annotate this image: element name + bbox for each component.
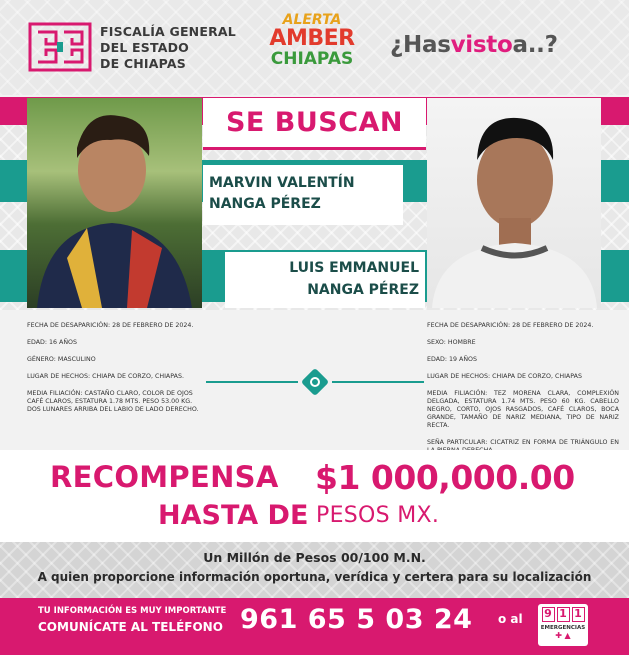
amber-line3: CHIAPAS [270, 49, 354, 69]
agency-line: DEL ESTADO [100, 40, 190, 55]
campaign-slogan [390, 32, 558, 58]
agency-line: DE CHIAPAS [100, 56, 186, 71]
slogan-prefix: ¿Has [390, 32, 451, 58]
person-2-first-name: LUIS EMMANUEL [289, 260, 419, 276]
agency-name [100, 24, 236, 72]
emergency-label: EMERGENCIAS [540, 625, 586, 631]
amber-line1: ALERTA [282, 12, 342, 28]
person-1-first-name: MARVIN VALENTÍN [209, 175, 355, 191]
detail-item: LUGAR DE HECHOS: CHIAPA DE CORZO, CHIAPAS. [27, 373, 184, 380]
footer-label-line2: COMUNÍCATE AL TELÉFONO [38, 620, 223, 634]
divider-line [206, 381, 298, 383]
person-2-details [427, 322, 619, 464]
detail-item: GÉNERO: MASCULINO [27, 356, 96, 363]
reward-currency: PESOS MX. [316, 503, 440, 528]
person-2-last-name: NANGA PÉREZ [307, 282, 419, 298]
diamond-icon [301, 368, 329, 396]
photo-person-1 [27, 98, 202, 308]
contact-phone[interactable]: 961 65 5 03 24 [240, 604, 473, 635]
alerta-amber-logo [266, 12, 358, 84]
detail-item: EDAD: 19 AÑOS [427, 356, 477, 363]
person-1-details [27, 322, 207, 423]
detail-item: LUGAR DE HECHOS: CHIAPA DE CORZO, CHIAPAS [427, 373, 582, 380]
emergency-911-badge[interactable] [538, 604, 588, 646]
person-1-name [203, 165, 403, 225]
detail-item: SEXO: HOMBRE [427, 339, 476, 346]
headline-title: SE BUSCAN [225, 107, 404, 138]
detail-item: FECHA DE DESAPARICIÓN: 28 DE FEBRERO DE 2024. [27, 322, 194, 329]
reward-label-line2: HASTA DE [158, 500, 309, 531]
person-1-last-name: NANGA PÉREZ [209, 196, 321, 212]
headline-box [203, 98, 426, 150]
reward-text-line1: Un Millón de Pesos 00/100 M.N. [203, 550, 426, 565]
detail-item: MEDIA FILIACIÓN: TEZ MORENA CLARA, COMPLEXIÓN DELGADA, ESTATURA 1.74 MTS. PESO 60 KG. CABELLO NEGRO, CORTO, OJOS RASGADOS, CAFÉ CLAROS, BOCA GRANDE, TAMAÑO DE NARIZ MEDIANA, TIPO DE NARIZ RECTA. [427, 390, 619, 429]
divider-line [332, 381, 424, 383]
detail-item: EDAD: 16 AÑOS [27, 339, 77, 346]
emergency-services-icon: ✚ ▲ [555, 631, 571, 640]
center-divider [206, 381, 424, 383]
emergency-digit: 1 [572, 607, 585, 622]
photo-person-2 [427, 98, 601, 308]
footer-label-line1: TU INFORMACIÓN ES MUY IMPORTANTE [38, 606, 227, 616]
amber-line2: AMBER [269, 26, 355, 51]
detail-item: FECHA DE DESAPARICIÓN: 28 DE FEBRERO DE 2024. [427, 322, 594, 329]
emergency-digit: 1 [557, 607, 570, 622]
slogan-suffix: a..? [512, 32, 558, 58]
reward-amount: $1 000,000.00 [315, 458, 575, 497]
slogan-highlight: visto [450, 32, 513, 58]
person-2-silhouette-icon [427, 98, 601, 308]
fge-logo-icon [28, 22, 92, 72]
reward-text-line2: A quien proporcione información oportuna, verídica y certera para su localización [37, 570, 592, 584]
reward-label-line1: RECOMPENSA [50, 460, 279, 494]
detail-item: MEDIA FILIACIÓN: CASTAÑO CLARO, COLOR DE OJOS CAFÉ CLAROS, ESTATURA 1.78 MTS. PESO 53.00 KG. DOS LUNARES ARRIBA DEL LABIO DE LADO DERECHO. [27, 390, 199, 413]
detail-item: SEÑA PARTICULAR: CICATRIZ EN FORMA DE TRIÁNGULO EN [427, 439, 619, 446]
footer-connector: o al [498, 612, 523, 626]
emergency-digit: 9 [542, 607, 555, 622]
person-2-name [225, 252, 425, 308]
agency-line: FISCALÍA GENERAL [100, 24, 236, 39]
person-1-silhouette-icon [27, 98, 202, 308]
